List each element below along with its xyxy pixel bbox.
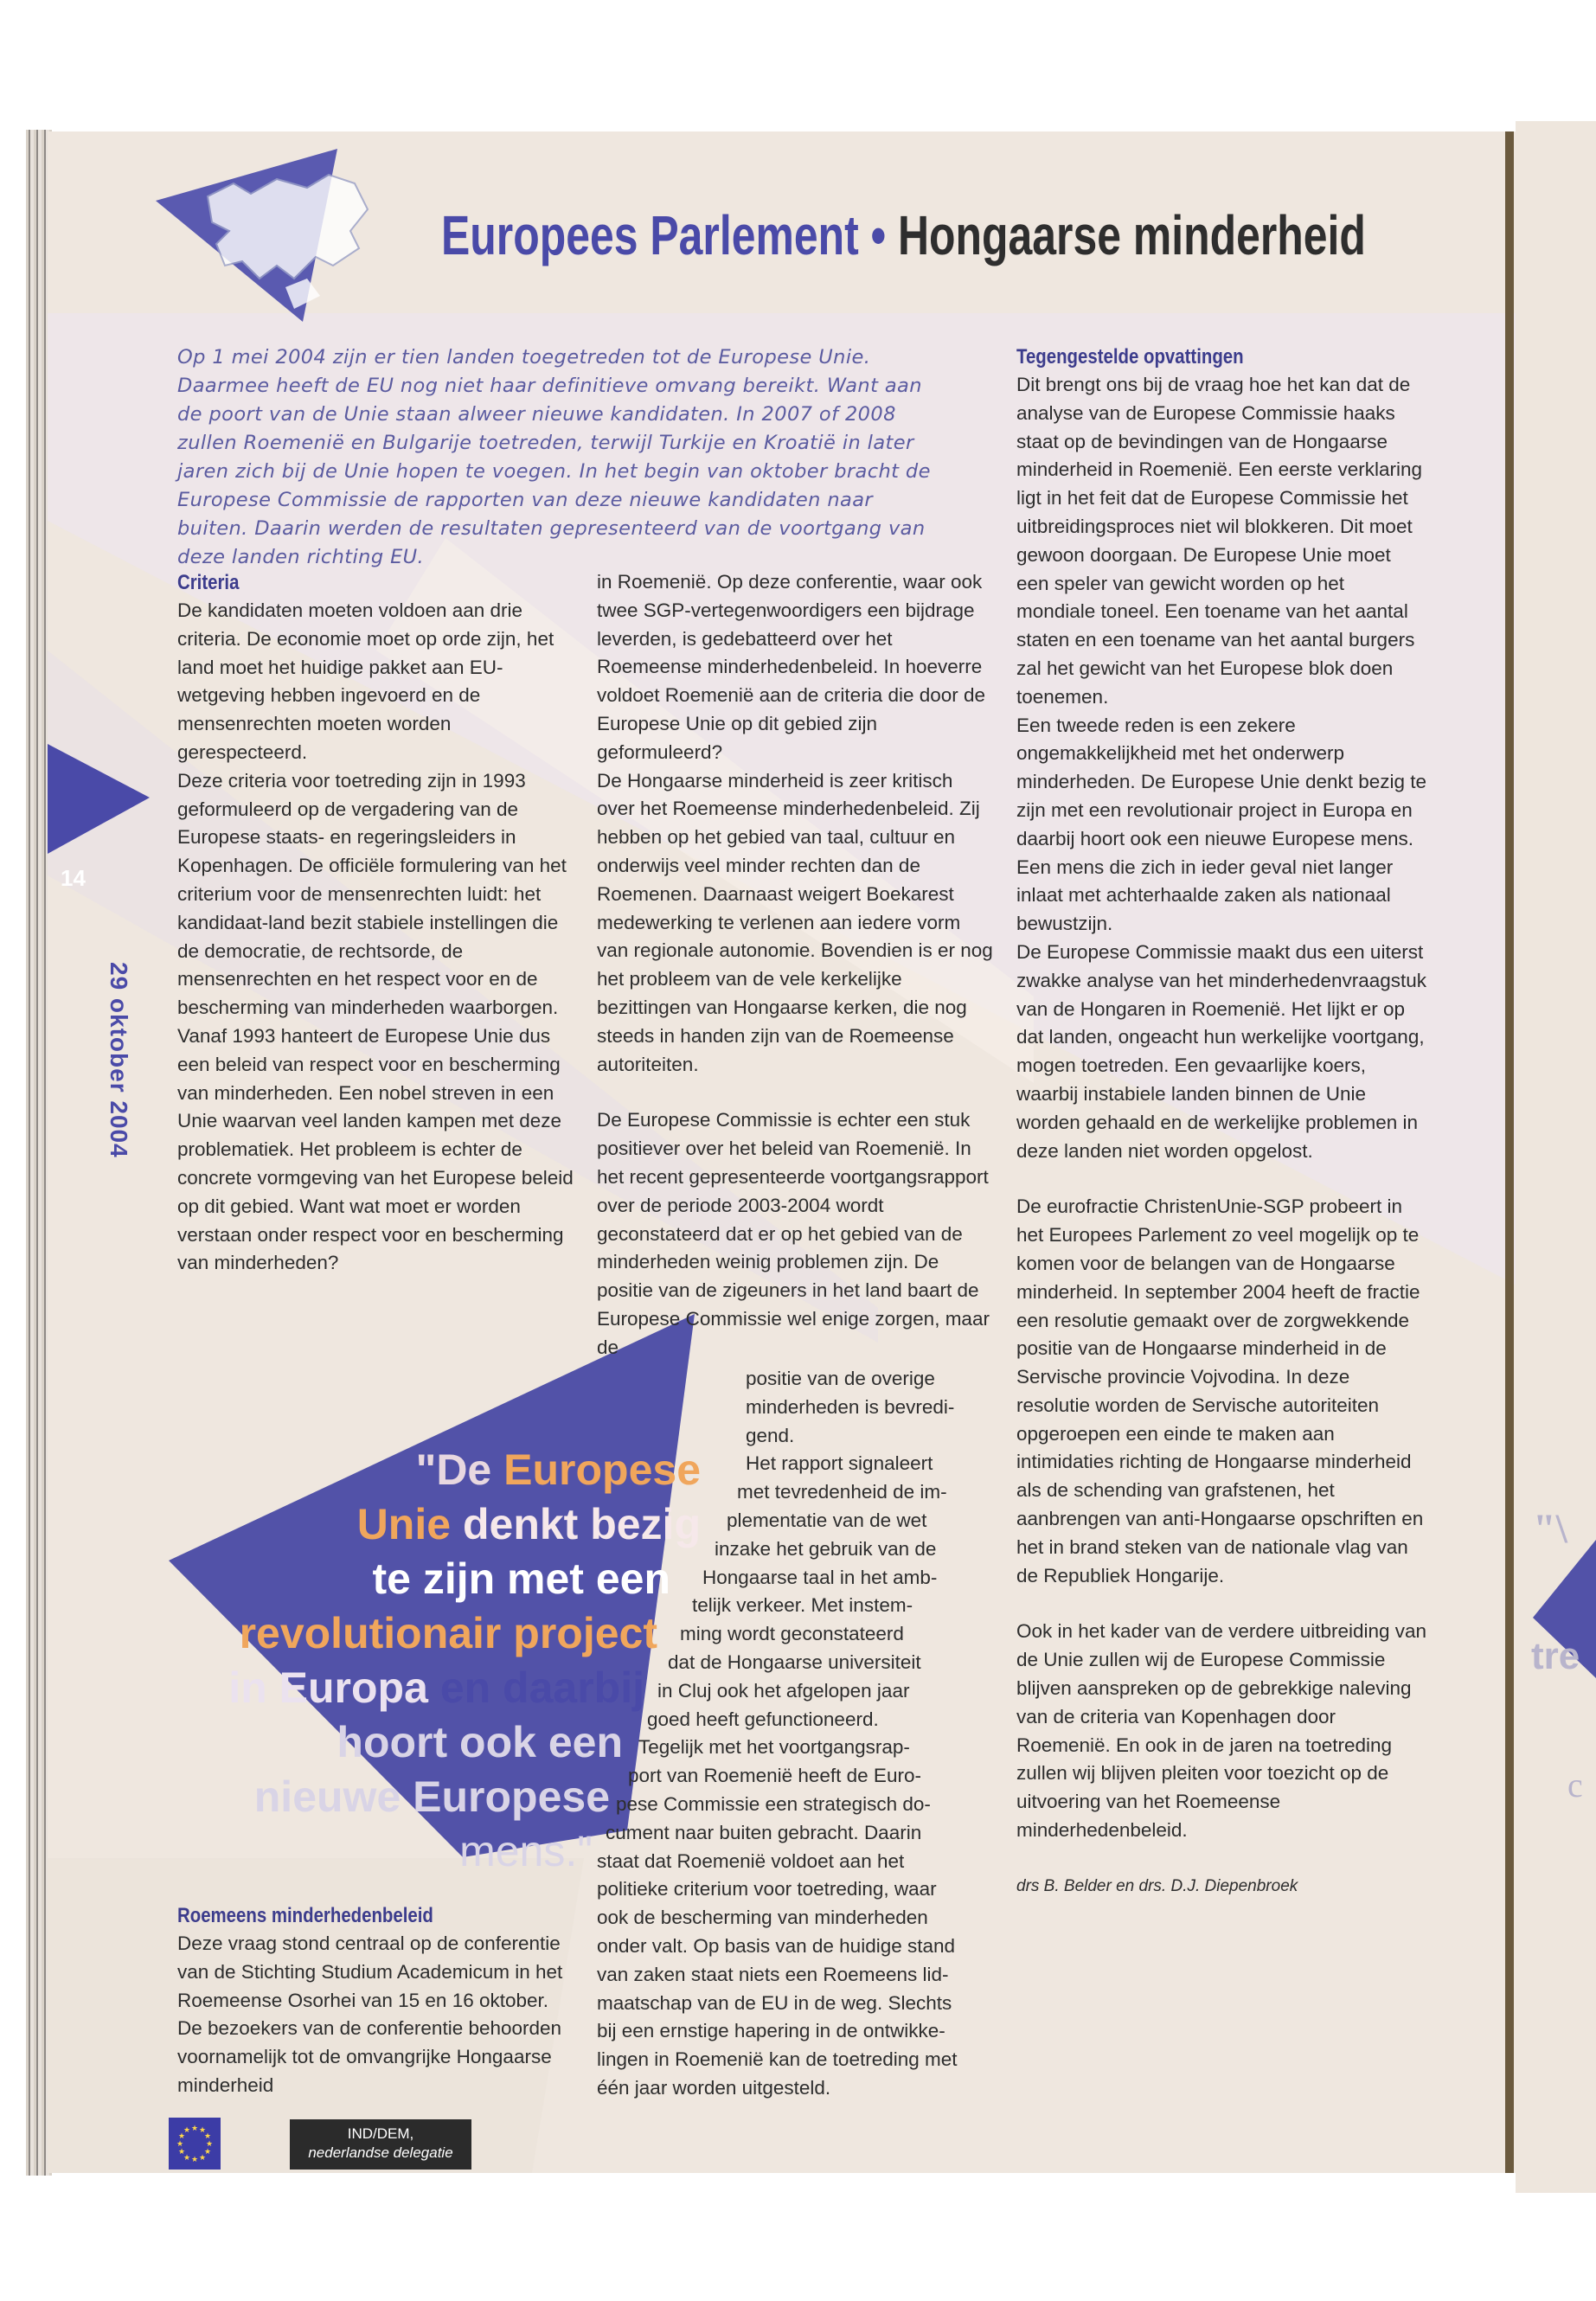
wrapped-text-line: onder valt. Op basis van de huidige stand — [597, 1935, 956, 1957]
wrapped-text-line: één jaar worden uitgesteld. — [597, 2077, 831, 2099]
wrapped-text-line: positie van de overige — [746, 1368, 935, 1389]
wrapped-text-line: met tevredenheid de im- — [737, 1481, 947, 1503]
page-spine — [1505, 131, 1514, 2173]
issue-date: 29 oktober 2004 — [106, 962, 132, 1158]
svg-text:★: ★ — [190, 2125, 199, 2133]
paragraph: in Roemenië. Op deze conferentie, waar ook twee SGP-vertegenwoordigers een bijdrage leverden, is gedebatteerd over het Roemeense minderhedenbeleid. In hoeverre voldoet Roemenië aan de criteria die door de Europese Unie op dit gebied zijn geformuleerd? — [597, 571, 986, 763]
svg-text:★: ★ — [205, 2140, 214, 2149]
svg-text:★: ★ — [198, 2126, 207, 2135]
svg-text:★: ★ — [198, 2154, 207, 2163]
svg-text:★: ★ — [203, 2148, 212, 2157]
pull-quote-line: hoort ook een — [337, 1718, 623, 1766]
wrapped-text-line: telijk verkeer. Met instem- — [692, 1594, 913, 1617]
wrapped-text-line: pese Commissie een strategisch do- — [616, 1793, 931, 1815]
heading-criteria: Criteria — [177, 571, 240, 594]
pull-quote-line: in Europa en daarbij — [228, 1663, 644, 1712]
eu-flag-icon — [169, 2118, 221, 2170]
heading-roemeens-minderhedenbeleid: Roemeens minderhedenbeleid — [177, 1904, 433, 1927]
column-1 — [177, 568, 575, 1278]
wrapped-text-line: maatschap van de EU in de weg. Slechts — [597, 1991, 952, 2014]
column-2 — [597, 568, 995, 1362]
wrapped-text-line: cument naar buiten gebracht. Daarin — [606, 1821, 922, 1843]
wrapped-text-line: port van Roemenië heeft de Euro- — [628, 1765, 921, 1787]
column-3 — [1016, 343, 1427, 1901]
wrapped-text-line: minderheden is bevredi- — [746, 1395, 955, 1418]
wrapped-text-line: Hongaarse taal in het amb- — [702, 1566, 938, 1588]
wrapped-text-line: Tegelijk met het voortgangsrap- — [638, 1736, 910, 1759]
svg-text:★: ★ — [176, 2140, 184, 2149]
svg-text:★: ★ — [183, 2126, 191, 2135]
wrapped-text-line: van zaken staat niets een Roemeens lid- — [597, 1963, 949, 1985]
column-1-bottom — [177, 1901, 575, 2100]
paragraph: Een tweede reden is een zekere ongemakkelijkheid met het onderwerp minderheden. De Europese Unie denkt bezig te zijn met een revolutionair project in Europa en daarbij hoort ook een nieuwe Europese mens. Een mens die zich in ieder geval niet langer inlaat met achterhaalde zaken als nationaal bewustzijn. — [1016, 714, 1427, 935]
pull-quote-line: nieuwe Europese — [253, 1772, 610, 1821]
pull-quote-line: revolutionair project — [239, 1609, 657, 1657]
author-signature: drs B. Belder en drs. D.J. Diepenbroek — [1016, 1876, 1298, 1895]
paragraph: De Europese Commissie maakt dus een uiterst zwakke analyse van het minderhedenvraagstuk van de Hongaren in Roemenië. Het lijkt er op dat landen, ongeacht hun werkelijke voortgang, mogen toetreden. Een gevaarlijke koers, waarbij instabiele landen binnen de Unie worden gehaald en de werkelijke problemen in deze landen niet worden opgelost. — [1016, 940, 1427, 1162]
wrapped-text-line: politieke criterium voor toetreding, waar — [597, 1878, 937, 1900]
pull-quote-line: Unie denkt bezig — [356, 1500, 701, 1548]
wrapped-text-line: ook de bescherming van minderheden — [597, 1907, 928, 1929]
wrapped-text-line: plementatie van de wet — [727, 1509, 927, 1531]
heading-tegengestelde-opvattingen: Tegengestelde opvattingen — [1016, 345, 1244, 369]
svg-text:★: ★ — [190, 2156, 199, 2164]
svg-text:★: ★ — [177, 2132, 186, 2141]
wrapped-text-line: lingen in Roemenië kan de toetreding met — [597, 2048, 958, 2071]
delegation-badge: IND/DEM, nederlandse delegatie — [290, 2119, 471, 2170]
next-page-text-2: tre — [1531, 1635, 1580, 1677]
paragraph: Ook in het kader van de verdere uitbreiding van de Unie zullen wij de Europese Commissie blijven aanspreken op de gebrekkige naleving van de criteria van Kopenhagen door Roemenië. En ook in de jaren na toetreding zullen wij blijven pleiten voor toezicht op de uitvoering van het Roemeense minderhedenbeleid. — [1016, 1620, 1427, 1842]
wrapped-text-line: gend. — [746, 1424, 795, 1446]
paragraph: Deze vraag stond centraal op de conferentie van de Stichting Studium Academicum in het Roemeense Osorhei van 15 en 16 oktober. De bezoekers van de conferentie behoorden voornamelijk tot de omvangrijke Hongaarse minderheid — [177, 1932, 563, 2096]
intro-paragraph: Op 1 mei 2004 zijn er tien landen toegetreden tot de Europese Unie. Daarmee heeft de EU nog niet haar definitieve omvang bereikt. Want aan de poort van de Unie staan alweer nieuwe kandidaten. In 2007 of 2008 zullen Roemenië en Bulgarije toetreden, terwijl Turkije en Kroatië in later jaren zich bij de Unie hopen te voegen. In het begin van oktober bracht de Europese Commissie de rapporten van deze nieuwe kandidaten naar buiten. Daarin werden de resultaten gepresenteerd van de voortgang van deze landen richting EU. — [177, 346, 931, 568]
svg-text:★: ★ — [177, 2148, 186, 2157]
europe-map-logo — [156, 149, 381, 330]
paragraph: De Hongaarse minderheid is zeer kritisch over het Roemeense minderhedenbeleid. Zij hebben op het gebied van taal, cultuur en onderwijs veel minder rechten dan de Roemenen. Daarnaast weigert Boekarest medewerking te verlenen aan iedere vorm van regionale autonomie. Bovendien is er nog het probleem van de vele kerkelijke bezittingen van Hongaarse kerken, die nog steeds in handen zijn van de Roemeense autoriteiten. — [597, 769, 993, 1075]
wrapped-text-line: bij een ernstige hapering in de ontwikke- — [597, 2020, 945, 2042]
paragraph: Dit brengt ons bij de vraag hoe het kan dat de analyse van de Europese Commissie haaks staat op de bevindingen van de Hongaarse minderheid in Roemenië. Een eerste verklaring ligt in het feit dat de Europese Commissie het uitbreidingsproces niet wil blokkeren. Dit moet gewoon doorgaan. De Europese Unie moet een speler van gewicht worden op het mondiale toneel. Een toename van het aantal staten en een toename van het aantal burgers zal het gewicht van het Europese blok doen toenemen. — [1016, 374, 1422, 708]
page-number: 14 — [61, 865, 86, 891]
next-page-edge — [1516, 121, 1596, 2193]
wrapped-text-line: staat dat Roemenië voldoet aan het — [597, 1849, 905, 1872]
wrapped-text-line: in Cluj ook het afgelopen jaar — [657, 1679, 910, 1702]
svg-text:★: ★ — [183, 2154, 191, 2163]
svg-text:★: ★ — [203, 2132, 212, 2141]
paragraph: De eurofractie ChristenUnie-SGP probeert in het Europees Parlement zo veel mogelijk op te komen voor de belangen van de Hongaarse minderheid. In september 2004 heeft de fractie een resolutie gemaakt over de zorgwekkende positie van de Hongaarse minderheid in de Servische provincie Vojvodina. In deze resolutie worden de Servische autoriteiten opgeroepen een einde te maken aan intimidaties richting de Hongaarse minderheid als de schending van grafstenen, het aanbrengen van anti-Hongaarse opschriften en het in brand steken van de nationale vlag van de Republiek Hongarije. — [1016, 1195, 1424, 1586]
wrapped-text-line: goed heeft gefunctioneerd. — [647, 1708, 879, 1730]
pull-quote-line: te zijn met een — [372, 1554, 670, 1603]
page-title: Europees Parlement • Hongaarse minderheid — [441, 204, 1366, 266]
pull-quote-line: "De Europese — [415, 1445, 701, 1494]
paragraph: Deze criteria voor toetreding zijn in 1993 geformuleerd op de vergadering van de Europese staats- en regeringsleiders in Kopenhagen. De officiële formulering van het criterium voor de mensenrechten luidt: het kandidaat-land bezit stabiele instellingen die de democratie, de rechtsorde, de mensenrechten en het respect voor en de bescherming van minderheden waarborgen. — [177, 769, 567, 1019]
next-page-text-3: c — [1567, 1766, 1583, 1804]
paragraph: Vanaf 1993 hanteert de Europese Unie dus een beleid van respect voor en bescherming van minderheden. Een nobel streven in een Unie waarvan veel landen kampen met deze problematiek. Het probleem is echter de concrete vormgeving van het Europese beleid op dit gebied. Want wat moet er worden verstaan onder respect voor en bescherming van minderheden? — [177, 1024, 574, 1274]
paragraph: De kandidaten moeten voldoen aan drie criteria. De economie moet op orde zijn, het land moet het huidige pakket aan EU-wetgeving hebben ingevoerd en de mensenrechten moeten worden gerespecteerd. — [177, 599, 554, 763]
wrapped-text-line: inzake het gebruik van de — [715, 1537, 937, 1560]
wrapped-text-line: dat de Hongaarse universiteit — [668, 1651, 921, 1673]
paragraph: De Europese Commissie is echter een stuk positiever over het beleid van Roemenië. In het recent gepresenteerde voortgangsrapport over de periode 2003-2004 wordt geconstateerd dat er op het gebied van de minderheden weinig problemen zijn. De positie van de zigeuners in het land baart de Europese Commissie wel enige zorgen, maar de — [597, 1109, 990, 1358]
wrapped-text-line: ming wordt geconstateerd — [680, 1623, 904, 1645]
next-page-text-1: "\ — [1533, 1506, 1567, 1552]
pull-quote-line: mens." — [459, 1827, 593, 1875]
wrapped-text-line: Het rapport signaleert — [746, 1452, 933, 1475]
